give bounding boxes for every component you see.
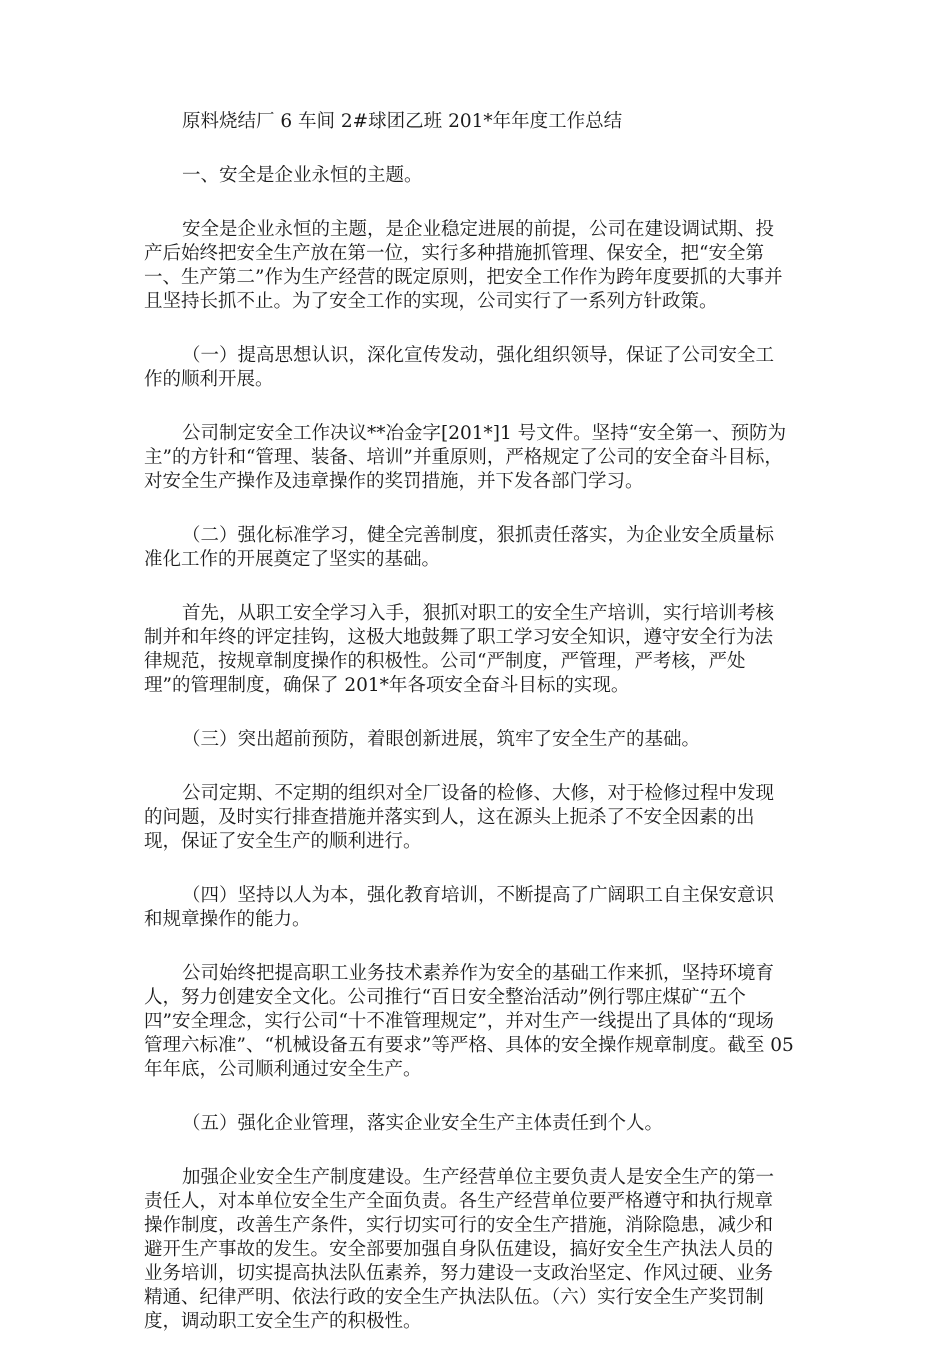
text-line: 操作制度，改善生产条件，实行切实可行的安全生产措施，消除隐患，减少和 (144, 1215, 774, 1236)
paragraph (144, 1166, 806, 1334)
text-line: 准化工作的开展奠定了坚实的基础。 (144, 549, 441, 570)
text-line: 管理六标准”、“机械设备五有要求”等严格、具体的安全操作规章制度。截至 05 (144, 1035, 794, 1056)
paragraph (144, 782, 806, 854)
text-line: （五）强化企业管理，落实企业安全生产主体责任到个人。 (182, 1113, 664, 1134)
text-line: 加强企业安全生产制度建设。生产经营单位主要负责人是安全生产的第一 (182, 1167, 775, 1188)
paragraph (144, 1112, 806, 1136)
text-line: 度，调动职工安全生产的积极性。 (144, 1311, 422, 1332)
text-line: 现，保证了安全生产的顺利进行。 (144, 831, 422, 852)
document-title (144, 110, 806, 134)
text-line: 理”的管理制度，确保了 201*年各项安全奋斗目标的实现。 (144, 675, 630, 696)
paragraph (144, 218, 806, 314)
text-line: 业务培训，切实提高执法队伍素养，努力建设一支政治坚定、作风过硬、业务 (144, 1263, 774, 1284)
text-line: （四）坚持以人为本，强化教育培训，不断提高了广阔职工自主保安意识 (182, 885, 775, 906)
text-line: （二）强化标准学习，健全完善制度，狠抓责任落实，为企业安全质量标 (182, 525, 775, 546)
text-line: 对安全生产操作及违章操作的奖罚措施，并下发各部门学习。 (144, 471, 644, 492)
text-line: 首先，从职工安全学习入手，狠抓对职工的安全生产培训，实行培训考核 (182, 603, 775, 624)
text-line: （三）突出超前预防，着眼创新进展，筑牢了安全生产的基础。 (182, 729, 701, 750)
paragraph (144, 602, 806, 698)
text-line: 主”的方针和“管理、装备、培训”并重原则，严格规定了公司的安全奋斗目标， (144, 447, 783, 468)
paragraph (144, 524, 806, 572)
text-line: 且坚持长抓不止。为了安全工作的实现，公司实行了一系列方针政策。 (144, 291, 718, 312)
paragraph (144, 884, 806, 932)
text-line: 人，努力创建安全文化。公司推行“百日安全整治活动”例行鄂庄煤矿“五个 (144, 987, 746, 1008)
section-heading (144, 164, 806, 188)
document-body (144, 110, 806, 1364)
text-line: 的问题，及时实行排查措施并落实到人，这在源头上扼杀了不安全因素的出 (144, 807, 755, 828)
paragraph (144, 728, 806, 752)
text-line: 避开生产事故的发生。安全部要加强自身队伍建设，搞好安全生产执法人员的 (144, 1239, 774, 1260)
text-line: 一、安全是企业永恒的主题。 (182, 165, 423, 186)
text-line: 公司制定安全工作决议**冶金字[201*]1 号文件。坚持“安全第一、预防为 (182, 423, 787, 444)
paragraph (144, 344, 806, 392)
text-line: 四”安全理念，实行公司“十不准管理规定”，并对生产一线提出了具体的“现场 (144, 1011, 774, 1032)
text-line: （一）提高思想认识，深化宣传发动，强化组织领导，保证了公司安全工 (182, 345, 775, 366)
text-line: 原料烧结厂 6 车间 2#球团乙班 201*年年度工作总结 (182, 111, 623, 132)
text-line: 公司定期、不定期的组织对全厂设备的检修、大修，对于检修过程中发现 (182, 783, 775, 804)
text-line: 精通、纪律严明、依法行政的安全生产执法队伍。（六）实行安全生产奖罚制 (144, 1287, 764, 1308)
text-line: 和规章操作的能力。 (144, 909, 311, 930)
text-line: 产后始终把安全生产放在第一位，实行多种措施抓管理、保安全，把“安全第 (144, 243, 764, 264)
text-line: 一、生产第二”作为生产经营的既定原则，把安全工作作为跨年度要抓的大事并 (144, 267, 783, 288)
paragraph (144, 962, 806, 1082)
text-line: 安全是企业永恒的主题，是企业稳定进展的前提，公司在建设调试期、投 (182, 219, 775, 240)
text-line: 年年底，公司顺利通过安全生产。 (144, 1059, 422, 1080)
text-line: 责任人，对本单位安全生产全面负责。各生产经营单位要严格遵守和执行规章 (144, 1191, 774, 1212)
text-line: 律规范，按规章制度操作的积极性。公司“严制度，严管理，严考核，严处 (144, 651, 746, 672)
text-line: 公司始终把提高职工业务技术素养作为安全的基础工作来抓，坚持环境育 (182, 963, 775, 984)
text-line: 制并和年终的评定挂钩，这极大地鼓舞了职工学习安全知识，遵守安全行为法 (144, 627, 774, 648)
text-line: 作的顺利开展。 (144, 369, 274, 390)
paragraph (144, 422, 806, 494)
